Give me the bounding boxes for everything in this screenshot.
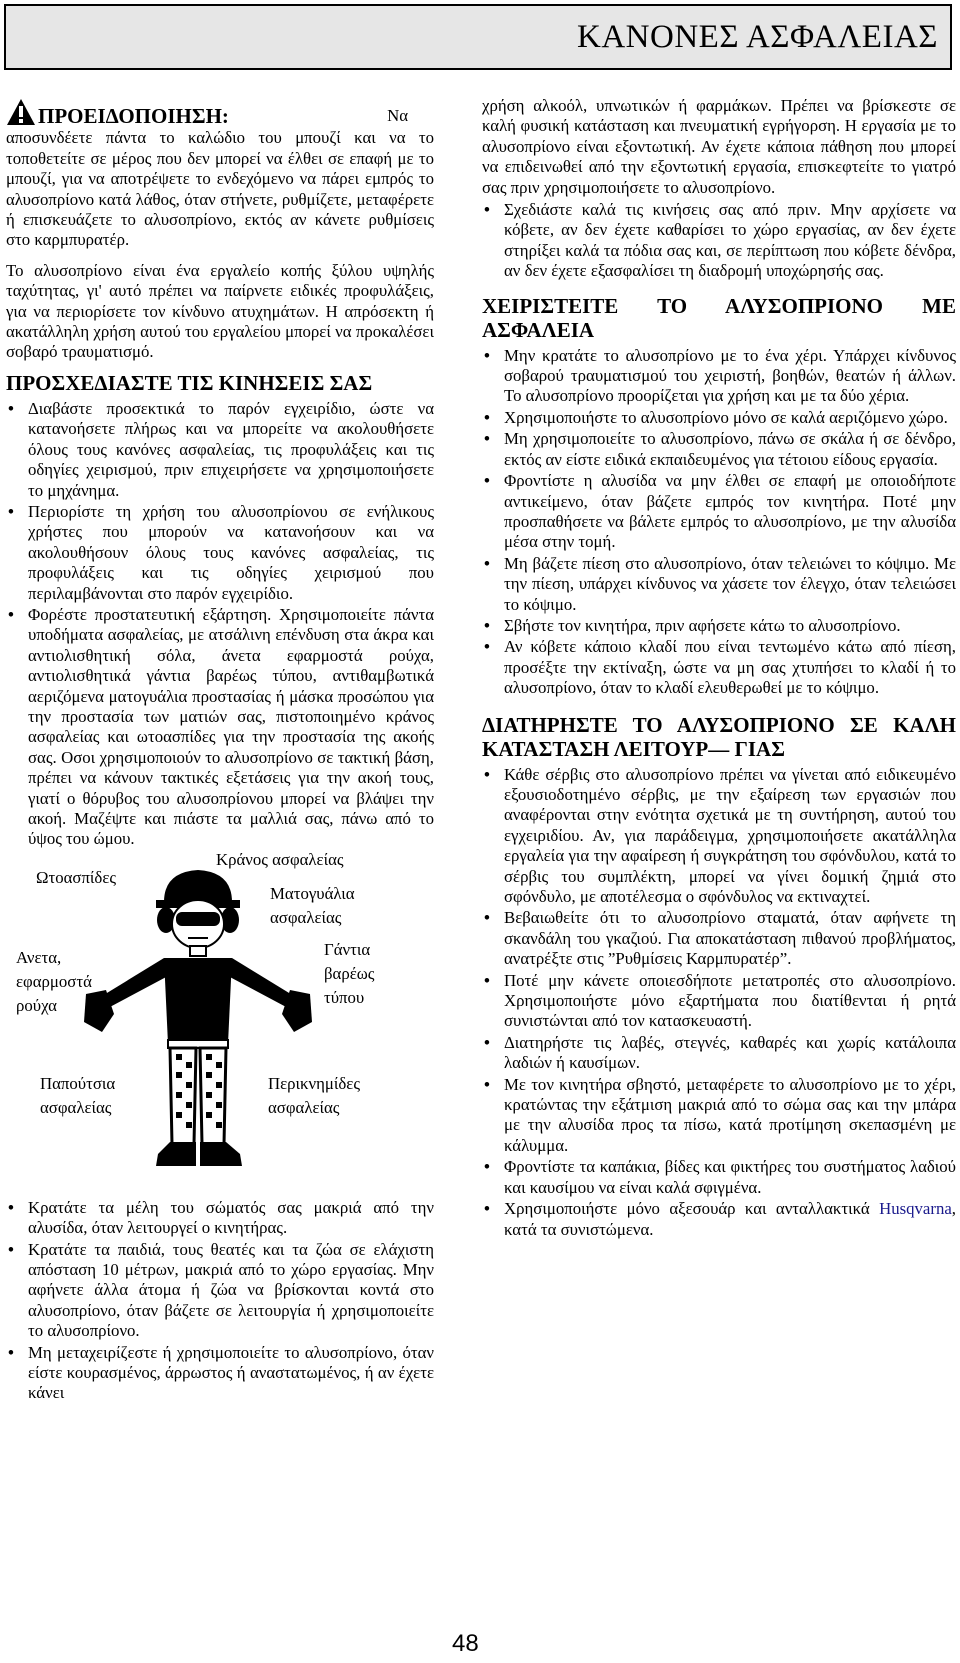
list-item: • Περιορίστε τη χρήση του αλυσοπρίονου σε ενήλικους χρήστες που μπορούν να κατανοήσουν και να ακολουθήσουν όλους τους κανόνες ασφαλείας, τις προφυλάξεις και τις οδηγίες χειρισμού που περιλαμβάνονται στο παρόν εγχειρίδιο.: [6, 502, 434, 604]
label-earmuffs: Ωτοασπίδες: [36, 867, 117, 887]
warning-text: αποσυνδέετε πάντα το καλώδιο του μπουζί και να το τοποθετείτε σε μέρος που δεν μπορεί να έλθει σε επαφή με το μπουζί, για να αποτρέψετε το ενδεχόμενο να πάρει εμπρός το αλυσοπρίονο κατά λάθος, όταν στήνετε, ρυθμίζετε, μεταφέρετε ή επισκευάζετε το αλυσοπρίονο, εκτός αν κάνετε ρυθμίσεις στο καρμπυρατέρ.: [6, 128, 434, 250]
brand-name: Husqvarna: [879, 1199, 952, 1219]
label-helmet: Κράνος ασφαλείας: [216, 849, 344, 869]
page-header: [4, 4, 952, 70]
list-item: • Φροντίστε η αλυσίδα να μην έλθει σε επαφή με οποιοδήποτε αντικείμενο, όταν βάζετε εμπρός τον κινητήρα. Ποτέ μην προσπαθήσετε να βάλετε εμπρός το αλυσοπρίονο, με την αλυσίδα μέσα στην τομή.: [482, 471, 956, 553]
warning-heading: [6, 98, 229, 126]
list-item: • Φροντίστε τα καπάκια, βίδες και φικτήρες του συστήματος λαδιού και καυσίμου να είναι καλά σφιγμένα.: [482, 1157, 956, 1198]
operate-list: [482, 346, 956, 699]
warning-na: Να: [387, 106, 408, 125]
list-item: • Διαβάστε προσεκτικά το παρόν εγχειρίδιο, ώστε να κατανοήσετε πλήρως και να μπορείτε να ακολουθήσετε όλους τους κανόνες ασφαλείας, τις προφυλάξεις και τις οδηγίες χειρισμού, πριν επιχειρήσετε να χρησιμοποιήσετε το μηχάνημα.: [6, 399, 434, 501]
maintain-heading: ΔΙΑΤΗΡΗΣΤΕ ΤΟ ΑΛΥΣΟΠΡΙΟΝΟ ΣΕ ΚΑΛΗ ΚΑΤΑΣΤΑΣΗ ΛΕΙΤΟΥΡ— ΓΙΑΣ: [482, 712, 956, 761]
list-item: • Σχεδιάστε καλά τις κινήσεις σας από πριν. Μην αρχίσετε να κόβετε, αν δεν έχετε καθαρίσει το χώρο εργασίας, αν δεν έχετε στηρίξει καλά τα πόδια σας και, σε περίπτωση που κόβετε δένδρα, αν δεν έχετε εξασφαλίσει τη διαδρομή υποχώρησής σας.: [482, 200, 956, 282]
warning-icon: [6, 98, 36, 126]
page-title: ΚΑΝΟΝΕΣ ΑΣΦΑΛΕΙΑΣ: [577, 18, 938, 55]
label-gloves: Γάντια βαρέως τύπου: [324, 939, 375, 1007]
list-item: • Ποτέ μην κάνετε οποιεσδήποτε μετατροπές στο αλυσοπρίονο. Χρησιμοποιήστε μόνο εξαρτήματα που διατίθενται ή ρητά συνιστώνται από τον κατασκευαστή.: [482, 971, 956, 1032]
continuation-list: [482, 200, 956, 282]
continuation-text: χρήση αλκοόλ, υπνωτικών ή φαρμάκων. Πρέπει να βρίσκεστε σε καλή φυσική κατάσταση και πνευματική εγρήγορση. Η εργασία με το αλυσοπρίονο είναι εξοντωτική. Αν έχετε κάποια πάθηση που μπορεί να επιδεινωθεί από την εξοντωτική εργασία, επισκεφτείτε το γιατρό σας πριν χρησιμοποιήσετε το αλυσοπρίονο.: [482, 96, 956, 197]
protective-gear-figure: [6, 849, 434, 1194]
list-item: • Κάθε σέρβις στο αλυσοπρίονο πρέπει να γίνεται από ειδικευμένο εξουσιοδοτημένο σέρβις, με την εξαίρεση των εργασιών που αναφέρονται στην ενότητα σχετικά με τη συντήρηση, αυτού του εγχειριδίου. Αν, για παράδειγμα, χρησιμοποιήσετε ακατάλληλα εργαλεία για την αφαίρεση ή συγκράτηση του σφόνδυλου, κατά το σέρβις του συμπλέκτη, μπορεί να γίνει δομική ζημιά στο σφόνδυλο, με αποτέλεσμα ο σφόνδυλος να εκτιναχτεί.: [482, 765, 956, 908]
intro-text: Το αλυσοπρίονο είναι ένα εργαλείο κοπής ξύλου υψηλής ταχύτητας, γι' αυτό πρέπει να παίρνετε ειδικές προφυλάξεις, για να περιορίσετε τον κίνδυνο ατυχημάτων. Η απρόσεκτη ή ακατάλληλη χρήση αυτού του εργαλείου μπορεί να προκαλέσει σοβαρό τραυματισμό.: [6, 260, 434, 362]
list-item: • Αν κόβετε κάποιο κλαδί που είναι τεντωμένο κάτω από πίεση, προσέξτε την εκτίναξη, ώστε να μη σας χτυπήσει το κλαδί ή το αλυσοπρίονο, όταν το κλαδί ελευθερωθεί με το κόψιμο.: [482, 637, 956, 698]
list-item: • Κρατάτε τα παιδιά, τους θεατές και τα ζώα σε ελάχιστη απόσταση 10 μέτρων, μακριά από το χώρο εργασίας. Μην αφήνετε άλλα άτομα ή ζώα να βρίσκονται κοντά στο αλυσοπρίονο, όταν βάζετε σε λειτουργία ή χρησιμοποιείτε το αλυσοπρίονο.: [6, 1240, 434, 1342]
maintain-list: [482, 765, 956, 1240]
label-boots: Παπούτσια ασφαλείας: [40, 1073, 116, 1117]
plan-list: [6, 399, 434, 850]
last-item-prefix: Χρησιμοποιήστε μόνο αξεσουάρ και ανταλλακτικά: [504, 1199, 870, 1219]
list-item: • Βεβαιωθείτε ότι το αλυσοπρίονο σταματά, όταν αφήνετε τη σκανδάλη του γκαζιού. Για αποκατάσταση πιθανού προβλήματος, ανατρέξτε στις ”Ρυθμίσεις Καρμπυρατέρ”.: [482, 908, 956, 969]
list-item: • Μη βάζετε πίεση στο αλυσοπρίονο, όταν τελειώνει το κόψιμο. Με την πίεση, υπάρχει κίνδυνος να χάσετε τον έλεγχο, όταν τελειώσει το κόψιμο.: [482, 554, 956, 615]
label-goggles: Ματογυάλια ασφαλείας: [270, 883, 355, 927]
warning-line: [6, 98, 434, 126]
label-clothes: Ανετα, εφαρμοστά ρούχα: [16, 947, 92, 1015]
bottom-list: [6, 1198, 434, 1404]
plan-heading: ΠΡΟΣΧΕΔΙΑΣΤΕ ΤΙΣ ΚΙΝΗΣΕΙΣ ΣΑΣ: [6, 370, 373, 395]
page-number: 48: [452, 1630, 479, 1657]
list-item-last: [482, 1199, 956, 1240]
warning-title: ΠΡΟΕΙΔΟΠΟΙΗΣΗ:: [38, 104, 229, 128]
list-item: • Μη χρησιμοποιείτε το αλυσοπρίονο, πάνω σε σκάλα ή σε δένδρο, εκτός αν είστε ειδικά εκπαιδευμένος για τέτοιου είδους εργασία.: [482, 429, 956, 470]
list-item: • Κρατάτε τα μέλη του σώματός σας μακριά από την αλυσίδα, όταν λειτουργεί ο κινητήρας.: [6, 1198, 434, 1239]
last-item-suffix: , κατά τα συνιστώμενα.: [504, 1199, 956, 1239]
operate-heading: ΧΕΙΡΙΣΤΕΙΤΕ ΤΟ ΑΛΥΣΟΠΡΙΟΝΟ ΜΕ ΑΣΦΑΛΕΙΑ: [482, 293, 956, 342]
list-item: • Σβήστε τον κινητήρα, πριν αφήσετε κάτω το αλυσοπρίονο.: [482, 616, 956, 636]
list-item: • Διατηρήστε τις λαβές, στεγνές, καθαρές και χωρίς κατάλοιπα λαδιών ή καυσίμων.: [482, 1033, 956, 1074]
list-item: • Μη μεταχειρίζεστε ή χρησιμοποιείτε το αλυσοπρίονο, όταν είστε κουρασμένος, άρρωστος ή αναστατωμένος, ή αν έχετε κάνει: [6, 1343, 434, 1404]
label-chaps: Περικνημίδες ασφαλείας: [268, 1073, 360, 1117]
left-column: [6, 98, 434, 1408]
list-item: • Με τον κινητήρα σβηστό, μεταφέρετε το αλυσοπρίονο με το χέρι, κρατώντας την εξάτμιση μακριά από το σώμα σας και την μπάρα με την αλυσίδα προς τα πίσω, κατά προτίμηση σκεπασμένη με κάλυμμα.: [482, 1075, 956, 1157]
right-column: [482, 96, 956, 1244]
list-item: • Χρησιμοποιήστε το αλυσοπρίονο μόνο σε καλά αεριζόμενο χώρο.: [482, 408, 956, 428]
list-item: • Φορέστε προστατευτική εξάρτηση. Χρησιμοποιείτε πάντα υποδήματα ασφαλείας, με ατσάλινη επένδυση στα άκρα και αντιολισθητική σόλα, άνετα εφαρμοστά ρούχα, αντιολισθητικά γάντια βαρέως τύπου, αντιθαμβωτικά αεριζόμενα ματογυάλια προστασίας ή μάσκα προσώπου για την προστασία των ματιών σας, πιστοποιημένο κράνος ασφαλείας και ωτοασπίδες για την προστασία της ακοής σας. Οσοι χρησιμοποιούν το αλυσοπρίονο σε τακτική βάση, πρέπει να κάνουν τακτικές εξετάσεις για την ακοή τους, γιατί ο θόρυβος του αλυσοπρίονου μπορεί να βλάψει την ακοή. Μαζέψτε και πιάστε τα μαλλιά σας, πάνω από το ύψος του ώμου.: [6, 605, 434, 850]
list-item: • Μην κρατάτε το αλυσοπρίονο με το ένα χέρι. Υπάρχει κίνδυνος σοβαρού τραυματισμού του χειριστή, βοηθών, θεατών ή άλλων. Το αλυσοπρίονο προορίζεται για χρήση και με τα δύο χέρια.: [482, 346, 956, 407]
